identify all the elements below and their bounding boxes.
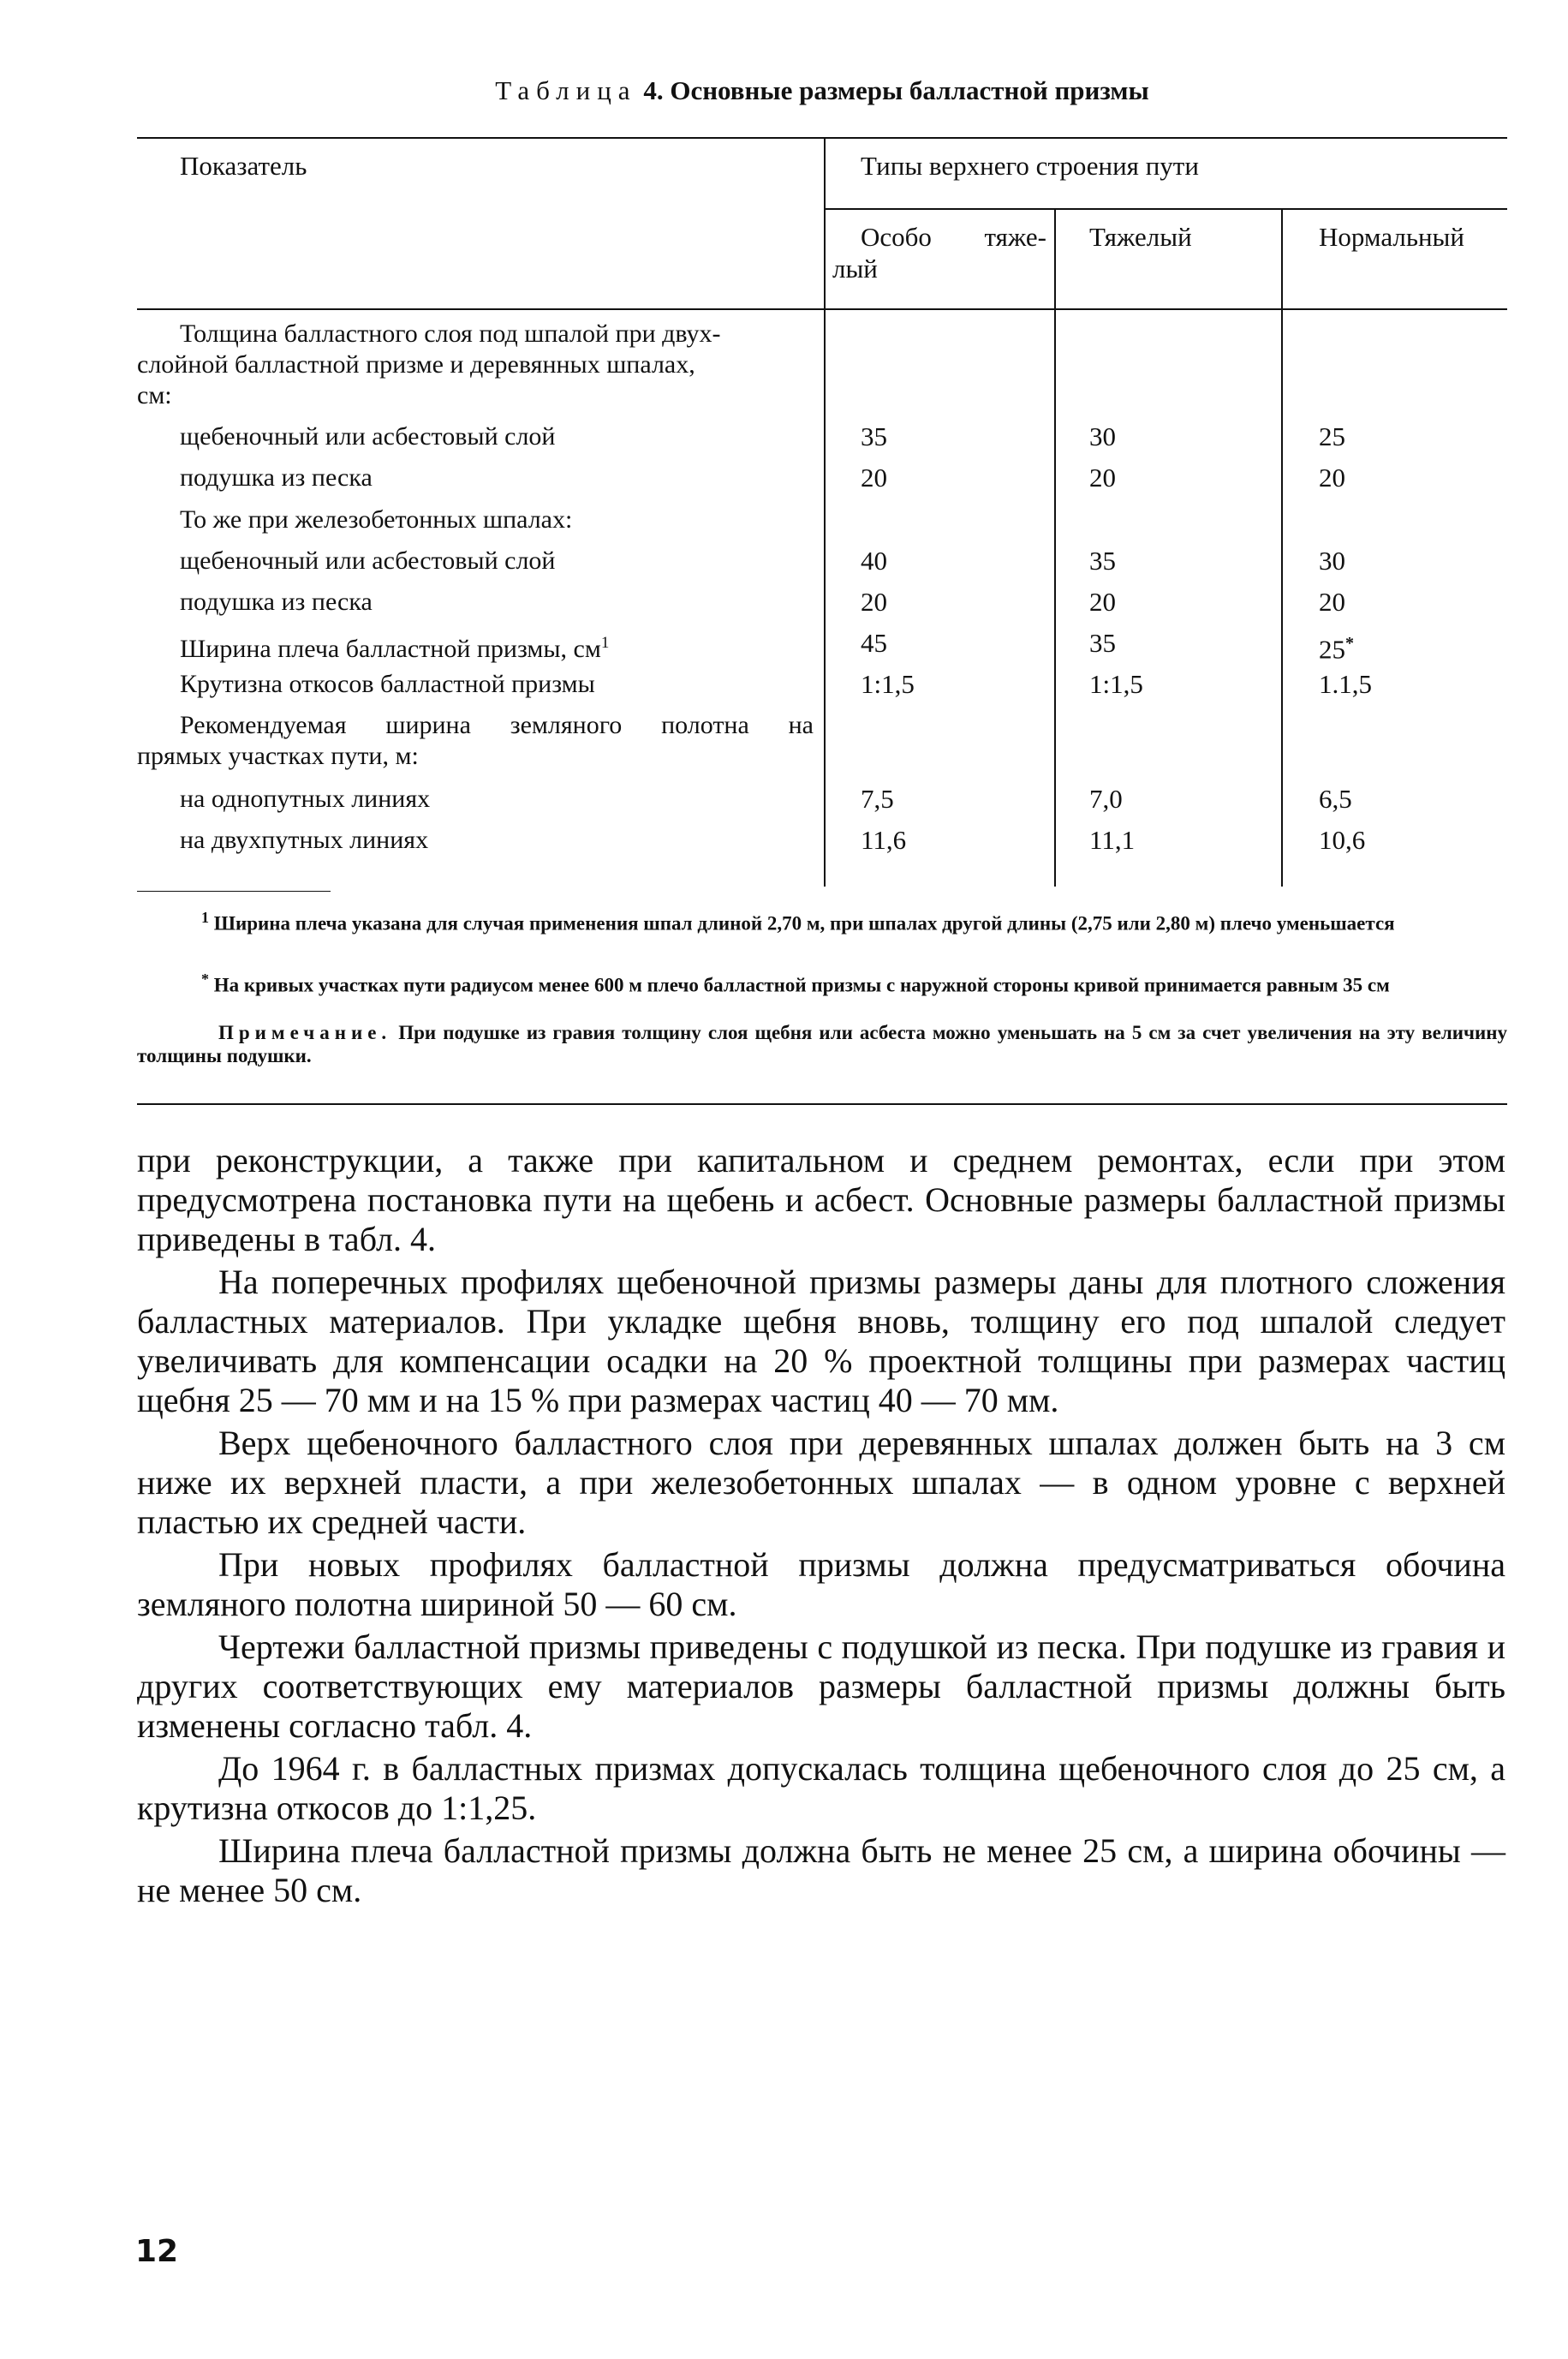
- row9-label: на однопутных линиях: [180, 785, 431, 813]
- row5-label: подушка из песка: [180, 588, 373, 616]
- footnote-1-mark: 1: [201, 909, 209, 926]
- row0-line3: см:: [137, 381, 172, 409]
- row2-val1: 20: [861, 463, 887, 493]
- body-text: [137, 1141, 1505, 1914]
- footnote-2-mark: *: [201, 970, 209, 988]
- row4-val2: 35: [1089, 546, 1116, 576]
- row5-val1: 20: [861, 587, 887, 617]
- row8-label-block: [137, 710, 814, 772]
- header-col-extra-heavy: [832, 221, 1046, 284]
- row7-val3: 1.1,5: [1319, 669, 1372, 699]
- row5-val2: 20: [1089, 587, 1116, 617]
- row6-val2: 35: [1089, 628, 1116, 658]
- header-track-types: Типы верхнего строения пути: [861, 151, 1199, 181]
- page-number: 12: [135, 2234, 179, 2269]
- row6-label: Ширина плеча балластной призмы, см: [180, 635, 601, 663]
- row5-val3: 20: [1319, 587, 1345, 617]
- note-text: При подушке из гравия толщину слоя щебня или асбеста можно уменьшать на 5 см за счет увеличения на эту величину толщины подушки.: [137, 1022, 1507, 1066]
- body-paragraph-3: Верх щебеночного балластного слоя при деревянных шпалах должен быть на 3 см ниже их верхней пласти, а при железобетонных шпалах — в одном уровне с верхней пластью их средней части.: [137, 1424, 1505, 1541]
- table-bottom-rule: [137, 1103, 1507, 1105]
- body-paragraph-6: До 1964 г. в балластных призмах допускалась толщина щебеночного слоя до 25 см, а крутизна откосов до 1:1,25.: [137, 1749, 1505, 1827]
- body-paragraph-7: Ширина плеча балластной призмы должна быть не менее 25 см, а ширина обочины — не менее 50 см.: [137, 1831, 1505, 1909]
- table-caption-prefix: Таблица: [495, 75, 637, 105]
- body-paragraph-2: На поперечных профилях щебеночной призмы размеры даны для плотного сложения балластных материалов. При укладке щебня вновь, толщину его под шпалой следует увеличивать для компенсации осадки на 20 % проектной толщины при размерах частиц щебня 25 — 70 мм и на 15 % при размерах частиц 40 — 70 мм.: [137, 1263, 1505, 1419]
- row3-label: То же при железобетонных шпалах:: [180, 505, 573, 534]
- header-col1-line2: лый: [832, 254, 878, 284]
- body-paragraph-5: Чертежи балластной призмы приведены с подушкой из песка. При подушке из гравия и других соответствующих ему материалов размеры балластной призмы должны быть изменены согласно табл. 4.: [137, 1627, 1505, 1745]
- footnote-1: [137, 906, 1507, 935]
- row6-val1: 45: [861, 628, 887, 658]
- table-caption-number: 4.: [643, 75, 664, 105]
- row10-val2: 11,1: [1089, 825, 1136, 855]
- table-top-rule: [137, 137, 1507, 139]
- row2-val3: 20: [1319, 463, 1345, 493]
- row7-val2: 1:1,5: [1089, 669, 1143, 699]
- header-col1-line1: Особо тяже-: [861, 222, 1046, 252]
- footnote-separator: [137, 891, 331, 892]
- row10-label: на двухпутных линиях: [180, 826, 429, 854]
- table-vrule-col3: [1281, 208, 1283, 887]
- body-paragraph-4: При новых профилях балластной призмы должна предусматриваться обочина земляного полотна шириной 50 — 60 см.: [137, 1545, 1505, 1623]
- row0-line1: Толщина балластного слоя под шпалой при двух-: [180, 320, 721, 348]
- row0-line2: слойной балластной призме и деревянных шпалах,: [137, 350, 695, 379]
- row8-line1: Рекомендуемая ширина земляного полотна на: [180, 711, 814, 739]
- row1-val2: 30: [1089, 421, 1116, 451]
- footnote-2: [137, 968, 1507, 997]
- table-note: [137, 1021, 1507, 1067]
- row8-line2: прямых участках пути, м:: [137, 742, 419, 770]
- row4-val1: 40: [861, 546, 887, 576]
- row10-val3: 10,6: [1319, 825, 1366, 855]
- footnote-1-text: Ширина плеча указана для случая применения шпал длиной 2,70 м, при шпалах другой длины (2,75 или 2,80 м) плечо уменьшается: [213, 912, 1395, 935]
- row6-label-sup: 1: [600, 634, 610, 652]
- note-label: Примечание.: [218, 1022, 392, 1043]
- row9-val3: 6,5: [1319, 784, 1352, 814]
- row9-val2: 7,0: [1089, 784, 1123, 814]
- row10-val1: 11,6: [861, 825, 907, 855]
- footnote-2-text: На кривых участках пути радиусом менее 600 м плечо балластной призмы с наружной стороны кривой принимается равным 35 см: [213, 974, 1390, 996]
- row1-val3: 25: [1319, 421, 1345, 451]
- row6-val3-wrap: [1319, 628, 1354, 665]
- table-vrule-col2: [1054, 208, 1056, 887]
- row6-label-wrap: [180, 628, 609, 665]
- row9-val1: 7,5: [861, 784, 894, 814]
- row7-val1: 1:1,5: [861, 669, 915, 699]
- row6-val3-sup: *: [1345, 634, 1354, 653]
- row4-val3: 30: [1319, 546, 1345, 576]
- table-caption: [137, 75, 1507, 106]
- row2-label: подушка из песка: [180, 463, 373, 492]
- row2-val2: 20: [1089, 463, 1116, 493]
- table-caption-title: Основные размеры балластной призмы: [670, 75, 1149, 105]
- header-col-normal: Нормальный: [1319, 222, 1464, 252]
- body-paragraph-1: при реконструкции, а также при капитальном и среднем ремонтах, если при этом предусмотрена постановка пути на щебень и асбест. Основные размеры балластной призмы приведены в табл. 4.: [137, 1141, 1505, 1258]
- row1-label: щебеночный или асбестовый слой: [180, 422, 556, 451]
- row1-val1: 35: [861, 421, 887, 451]
- table-vrule-indicator: [824, 137, 826, 887]
- header-col-heavy: Тяжелый: [1089, 222, 1192, 252]
- table-subheader-rule: [824, 208, 1507, 210]
- table-row: [137, 319, 814, 411]
- header-indicator: Показатель: [180, 151, 307, 181]
- row4-label: щебеночный или асбестовый слой: [180, 546, 556, 575]
- row6-val3: 25: [1319, 634, 1345, 665]
- table-header-bottom-rule: [137, 308, 1507, 310]
- row7-label: Крутизна откосов балластной призмы: [180, 670, 595, 698]
